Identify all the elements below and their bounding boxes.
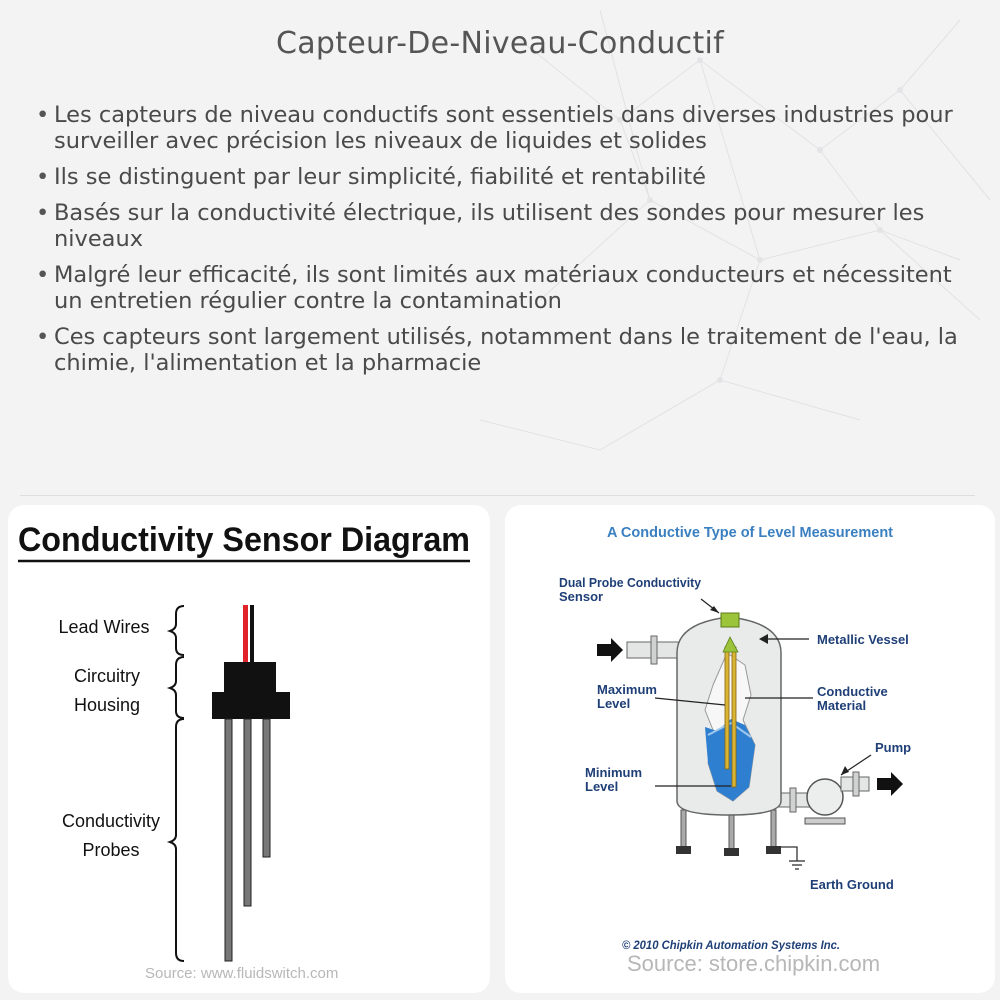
label-earth-ground: Earth Ground [810,877,894,892]
bullet-item: • Malgré leur efficacité, ils sont limités aux matériaux conducteurs et nécessitent un entretien régulier contre la contamination [32,262,972,314]
outflow-arrow-icon [877,772,903,796]
copyright-notice: © 2010 Chipkin Automation Systems Inc. [622,940,840,952]
inlet-flange [651,636,657,664]
pump-outlet-flange [853,772,859,796]
label-lead-wires: Lead Wires [58,617,150,637]
sensor-diagram-panel [8,505,490,993]
pump-body [807,779,843,815]
leg-foot [766,846,781,854]
dual-probe-sensor-head [721,613,739,627]
leg-foot [724,848,739,856]
probe-long [225,719,232,961]
label-metallic-vessel: Metallic Vessel [817,632,909,647]
level-diagram-heading: A Conductive Type of Level Measurement [606,525,894,541]
vessel-leg [729,810,734,850]
vessel-leg [771,810,776,848]
earth-ground-icon [781,847,805,869]
label-dual-probe: Dual Probe Conductivity [559,575,702,590]
probe-short [263,719,270,857]
label-minimum-level: Level [585,779,619,794]
level-measurement-diagram [505,505,995,993]
probe-rod-short [732,647,736,787]
label-sensor: Sensor [559,589,604,604]
vessel-leg [681,810,686,848]
bullet-item: • Les capteurs de niveau conductifs sont essentiels dans diverses industries pour surveiller avec précision les niveaux de liquides et solides [32,102,972,154]
outlet-flange [790,788,796,812]
brace-housing [170,657,184,718]
source-credit-left: Source: www.fluidswitch.com [145,965,339,982]
label-circuitry: Circuitry [74,666,140,686]
sensor-diagram-heading: Conductivity Sensor Diagram [18,521,470,559]
inflow-arrow-icon [597,638,623,662]
label-maximum: Maximum [597,682,657,697]
arrowhead [841,766,849,775]
leg-foot [676,846,691,854]
label-pump: Pump [875,740,912,755]
bullet-item: • Ces capteurs sont largement utilisés, notamment dans le traitement de l'eau, la chimie, l'alimentation et la pharmacie [32,324,972,376]
label-housing: Housing [73,695,141,715]
label-maximum-level: Level [597,696,631,711]
label-material: Material [817,698,867,713]
housing-base [212,692,290,719]
brace-probes [170,719,184,961]
housing-top [224,662,276,692]
label-probes: Probes [82,840,140,860]
page-title: Capteur-De-Niveau-Conductif [275,26,725,61]
label-minimum: Minimum [585,765,643,780]
label-conductive: Conductive [817,684,888,699]
black-lead-wire [250,605,254,663]
red-lead-wire [243,605,248,663]
section-divider [20,495,975,496]
brace-lead-wires [170,606,184,655]
probe-medium [244,719,251,906]
pump-base [805,818,845,824]
label-conductivity: Conductivity [61,811,161,831]
probe-rod-long [725,647,729,769]
bullet-item: • Basés sur la conductivité électrique, ils utilisent des sondes pour mesurer les niveaux [32,200,972,252]
level-measurement-panel [505,505,995,993]
bullet-list [32,102,972,386]
bullet-item: • Ils se distinguent par leur simplicité, fiabilité et rentabilité [32,164,972,190]
source-credit-right: Source: store.chipkin.com [627,951,881,976]
sensor-diagram [8,505,490,993]
